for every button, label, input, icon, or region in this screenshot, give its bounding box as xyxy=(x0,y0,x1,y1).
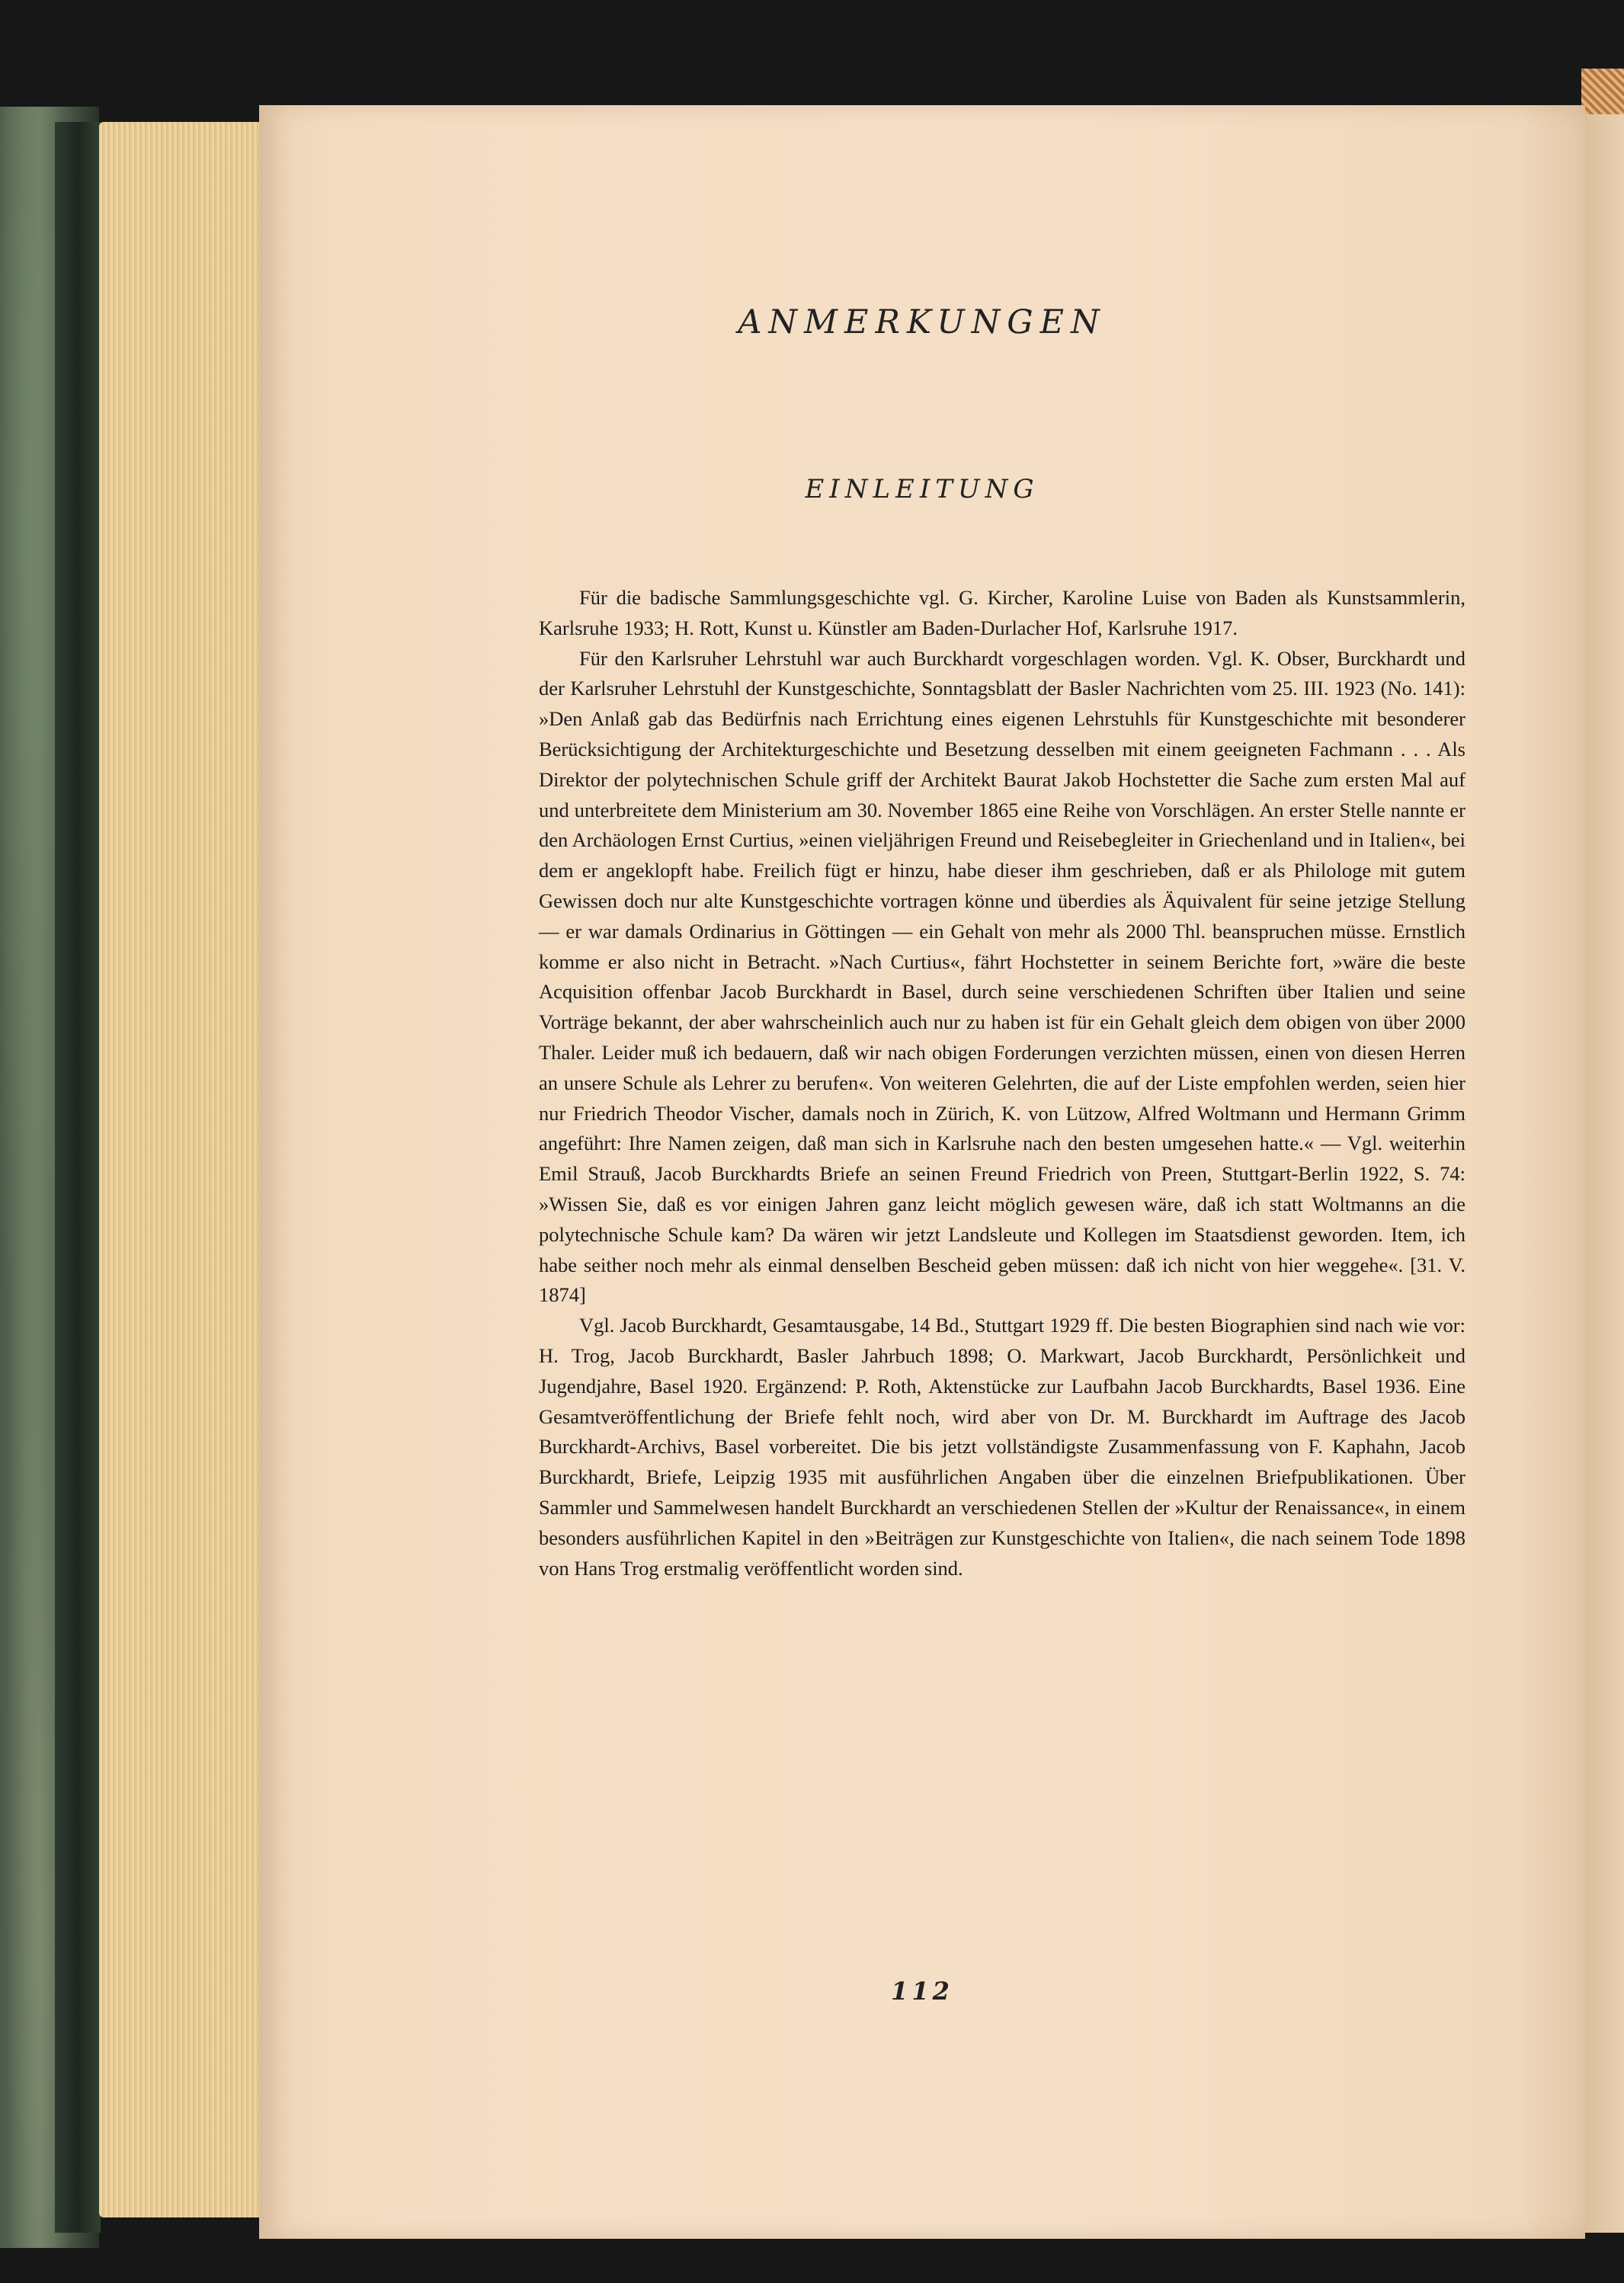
note-paragraph: Für die badische Sammlungsgeschichte vgl. G. Kircher, Karoline Luise von Baden als Kunstsammlerin, Karlsruhe 1933; H. Rott, Kunst u. Künstler am Baden-Durlacher Hof, Karlsruhe 1917. xyxy=(539,586,1465,639)
note-paragraph: Für den Karlsruher Lehrstuhl war auch Burckhardt vorgeschlagen worden. Vgl. K. Obser, Burckhardt und der Karlsruher Lehrstuhl der Kunstgeschichte, Sonntagsblatt der Basler Nachrichten vom 25. III. 1923 (No. 141): »Den Anlaß gab das Bedürfnis nach Errichtung eines eigenen Lehrstuhls für Kunstgeschichte mit besonderer Berücksichtigung der Architekturgeschichte und Besetzung desselben mit einem geeigneten Fachmann . . . Als Direktor der polytechnischen Schule griff der Architekt Baurat Jakob Hochstetter die Sache zum ersten Mal auf und unterbreitete dem Ministerium am 30. November 1865 eine Reihe von Vorschlägen. An erster Stelle nannte er den Archäologen Ernst Curtius, »einen vieljährigen Freund und Reisebegleiter in Griechenland und in Italien«, bei dem er angeklopft habe. Freilich fügt er hinzu, habe dieser ihm geschrieben, daß er als Philologe mit gutem Gewissen doch nur alte Kunstgeschichte vortragen könne und überdies als Äquivalent für seine jetzige Stellung — er war damals Ordinarius in Göttingen — ein Gehalt von mehr als 2000 Thl. beanspruchen müsse. Ernstlich komme er also nicht in Betracht. »Nach Curtius«, fährt Hochstetter in seinem Berichte fort, »wäre die beste Acquisition offenbar Jacob Burckhardt in Basel, durch seine verschiedenen Schriften über Italien und seine Vorträge bekannt, der aber wahrscheinlich auch nur zu haben ist für ein Gehalt gleich dem obigen von über 2000 Thaler. Leider muß ich bedauern, daß wir nach obigen Forderungen verzichten müssen, einen von diesen Herren an unsere Schule als Lehrer zu berufen«. Von weiteren Gelehrten, die auf der Liste empfohlen werden, seien hier nur Friedrich Theodor Vischer, damals noch in Zürich, K. von Lützow, Alfred Woltmann und Hermann Grimm angeführt: Ihre Namen zeigen, daß man sich in Karlsruhe nach den besten umgesehen hatte.« — Vgl. weiterhin Emil Strauß, Jacob Burckhardts Briefe an seinen Freund Friedrich von Preen, Stuttgart-Berlin 1922, S. 74: »Wissen Sie, daß es vor einigen Jahren ganz leicht möglich gewesen wäre, daß ich statt Woltmanns an die polytechnische Schule kam? Da wären wir jetzt Landsleute und Kollegen im Staatsdienst geworden. Item, ich habe seither noch mehr als einmal denselben Bescheid geben müssen: daß ich nicht von hier weggehe«. [31. V. 1874] xyxy=(539,646,1465,1307)
page-number: 112 xyxy=(891,1977,953,2006)
book-spine xyxy=(55,122,101,2233)
page-edges xyxy=(99,122,267,2217)
notes-body xyxy=(539,583,1465,1583)
section-heading: EINLEITUNG xyxy=(805,474,1039,504)
note-paragraph: Vgl. Jacob Burckhardt, Gesamtausgabe, 14 Bd., Stuttgart 1929 ff. Die besten Biographien sind nach wie vor: H. Trog, Jacob Burckhardt, Basler Jahrbuch 1898; O. Markwart, Jacob Burckhardt, Persönlichkeit und Jugendjahre, Basel 1920. Ergänzend: P. Roth, Aktenstücke zur Laufbahn Jacob Burckhardts, Basel 1936. Eine Gesamtveröffentlichung der Briefe fehlt noch, wird aber von Dr. M. Burckhardt im Auftrage des Jacob Burckhardt-Archivs, Basel vorbereitet. Die bis jetzt vollständigste Zusammenfassung von F. Kaphahn, Jacob Burckhardt, Briefe, Leipzig 1935 mit ausführlichen Angaben über die einzelnen Briefpublikationen. Über Sammler und Sammelwesen handelt Burckhardt an verschiedenen Stellen der »Kultur der Renaissance«, in einem besonders ausführlichen Kapitel in den »Beiträgen zur Kunstgeschichte von Italien«, die nach seinem Tode 1898 von Hans Trog erstmalig veröffentlicht worden sind. xyxy=(539,1314,1465,1580)
page-title: ANMERKUNGEN xyxy=(738,303,1107,341)
bookmark-ribbon xyxy=(1581,69,1624,114)
